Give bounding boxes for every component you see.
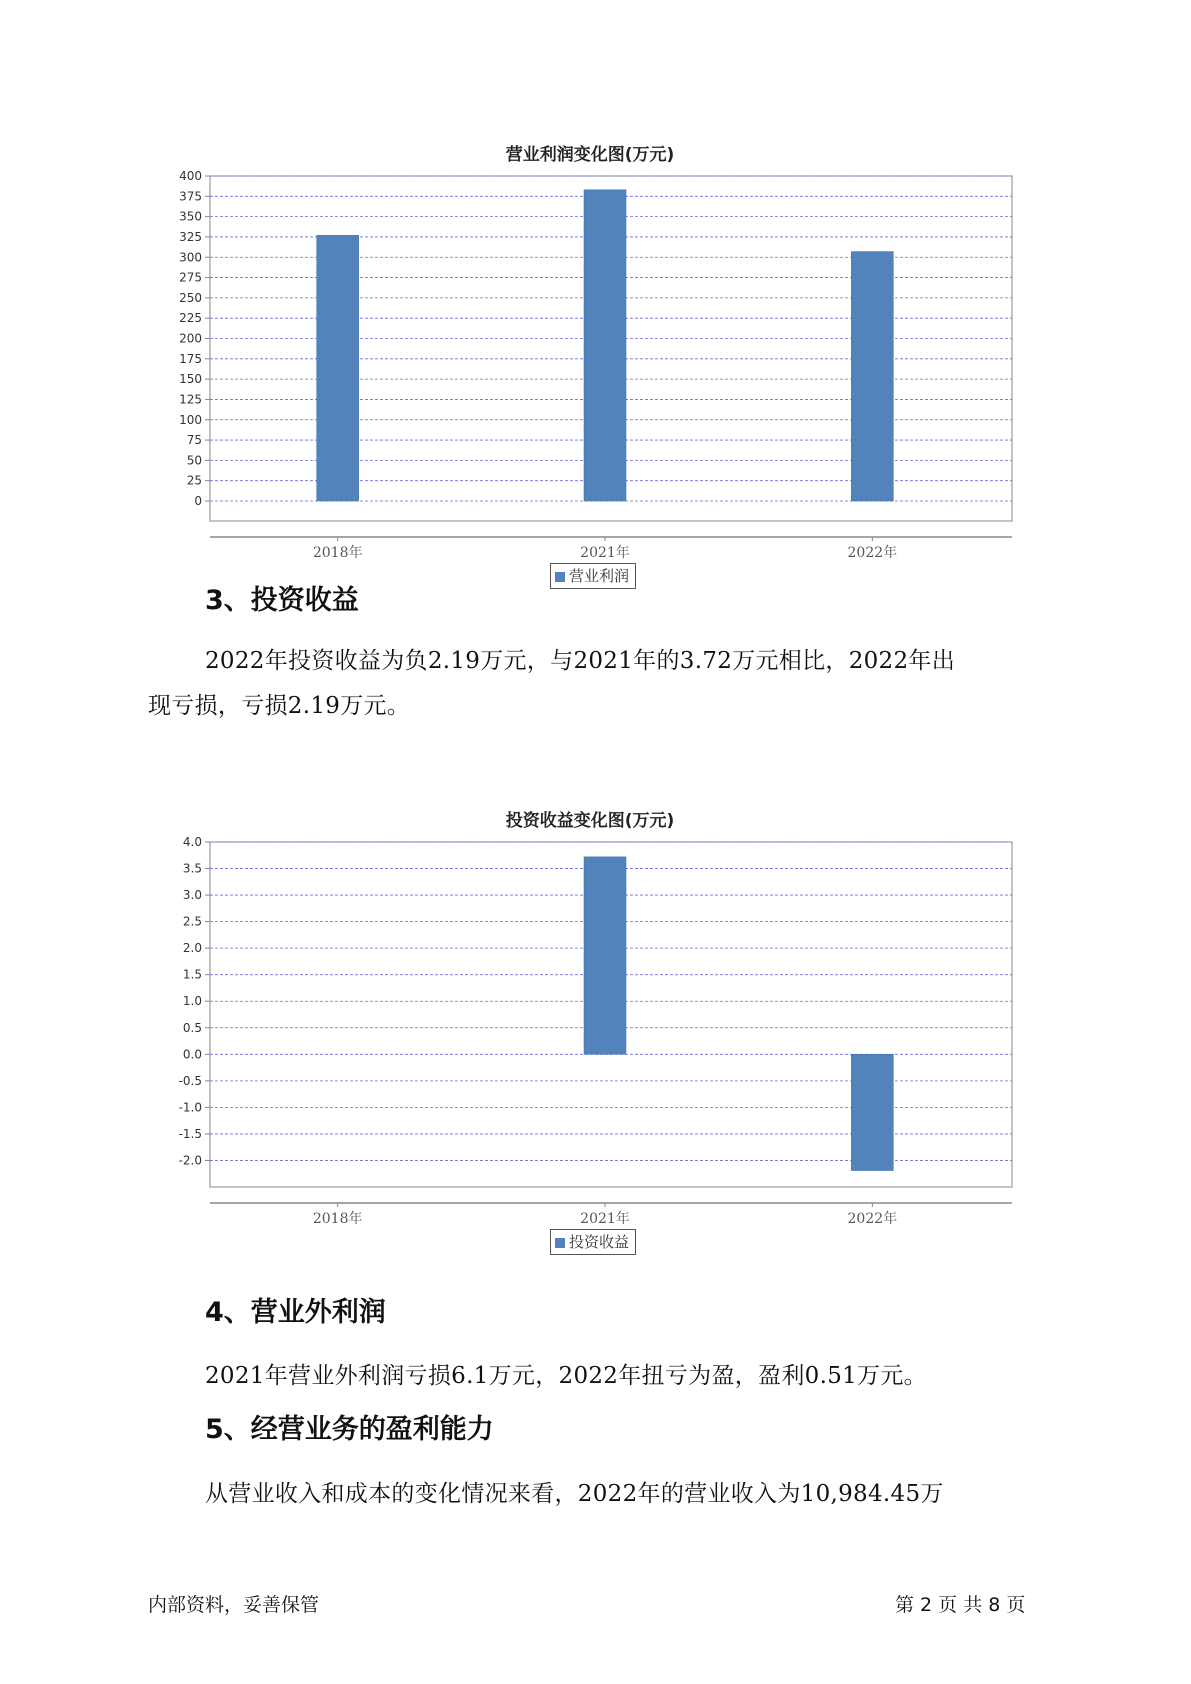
y-tick-label: 0.0: [182, 1047, 202, 1062]
y-tick-label: 2.5: [182, 914, 202, 929]
x-tick-label: 2022年: [847, 1211, 898, 1227]
x-tick-label: 2022年: [847, 545, 898, 561]
bar-2022年: [851, 1054, 893, 1170]
y-tick-label: 0: [194, 494, 202, 508]
y-tick-label: 1.5: [182, 967, 202, 982]
y-tick-label: 400: [179, 169, 202, 183]
y-tick-label: 0.5: [182, 1020, 202, 1035]
bar-2022年: [851, 252, 893, 501]
y-tick-label: 75: [186, 433, 202, 448]
y-tick-label: 225: [179, 311, 202, 326]
chart-legend: [550, 563, 636, 589]
y-tick-label: 275: [179, 270, 202, 285]
y-tick-label: 150: [179, 372, 202, 387]
chart-legend: [550, 1229, 636, 1255]
chart-title: 营业利润变化图(万元): [505, 145, 675, 165]
x-tick-label: 2021年: [580, 545, 630, 561]
operating-profit-chart: [150, 140, 1030, 585]
x-tick-label: 2018年: [312, 545, 363, 561]
legend-swatch-icon: [555, 572, 565, 582]
y-tick-label: 1.0: [182, 994, 202, 1009]
chart-title: 投资收益变化图(万元): [505, 811, 675, 831]
legend-label: 营业利润: [569, 567, 630, 585]
legend-swatch-icon: [555, 1238, 565, 1248]
y-tick-label: -1.5: [178, 1126, 202, 1141]
footer-confidential-note: 内部资料，妥善保管: [148, 1594, 320, 1616]
section-5-paragraph: 从营业收入和成本的变化情况来看，2022年的营业收入为10,984.45万: [205, 1481, 944, 1507]
y-tick-label: 3.0: [182, 888, 202, 903]
y-tick-label: 100: [179, 412, 202, 427]
x-tick-label: 2018年: [312, 1211, 363, 1227]
x-tick-label: 2021年: [580, 1211, 630, 1227]
y-tick-label: -2.0: [178, 1153, 202, 1168]
y-tick-label: 4.0: [182, 835, 202, 849]
section-3-paragraph-line-1: 2022年投资收益为负2.19万元，与2021年的3.72万元相比，2022年出: [205, 648, 956, 674]
y-tick-label: 250: [179, 290, 202, 305]
section-4-paragraph: 2021年营业外利润亏损6.1万元，2022年扭亏为盈，盈利0.51万元。: [205, 1363, 927, 1389]
section-3-heading: 3、投资收益: [205, 585, 359, 616]
operating-profit-chart-svg: [150, 169, 1030, 561]
section-3-paragraph-line-2: 现亏损，亏损2.19万元。: [148, 693, 411, 719]
y-tick-label: 125: [179, 392, 202, 407]
y-tick-label: 2.0: [182, 941, 202, 956]
y-tick-label: 50: [186, 453, 202, 468]
y-tick-label: 175: [179, 351, 202, 366]
y-tick-label: 350: [179, 209, 202, 224]
section-5-heading: 5、经营业务的盈利能力: [205, 1414, 494, 1445]
bar-2021年: [584, 857, 626, 1054]
legend-label: 投资收益: [569, 1233, 630, 1251]
section-4-heading: 4、营业外利润: [205, 1297, 386, 1328]
bar-2018年: [317, 235, 359, 501]
y-tick-label: -0.5: [178, 1073, 202, 1088]
y-tick-label: 300: [179, 250, 202, 265]
footer-page-number: 第 2 页 共 8 页: [895, 1594, 1026, 1616]
y-tick-label: 375: [179, 189, 202, 204]
y-tick-label: 25: [186, 473, 202, 488]
investment-income-chart-svg: [150, 835, 1030, 1227]
investment-income-chart: [150, 806, 1030, 1251]
y-tick-label: 3.5: [182, 861, 202, 876]
y-tick-label: -1.0: [178, 1100, 202, 1115]
y-tick-label: 200: [179, 331, 202, 346]
bar-2021年: [584, 190, 626, 501]
y-tick-label: 325: [179, 229, 202, 244]
